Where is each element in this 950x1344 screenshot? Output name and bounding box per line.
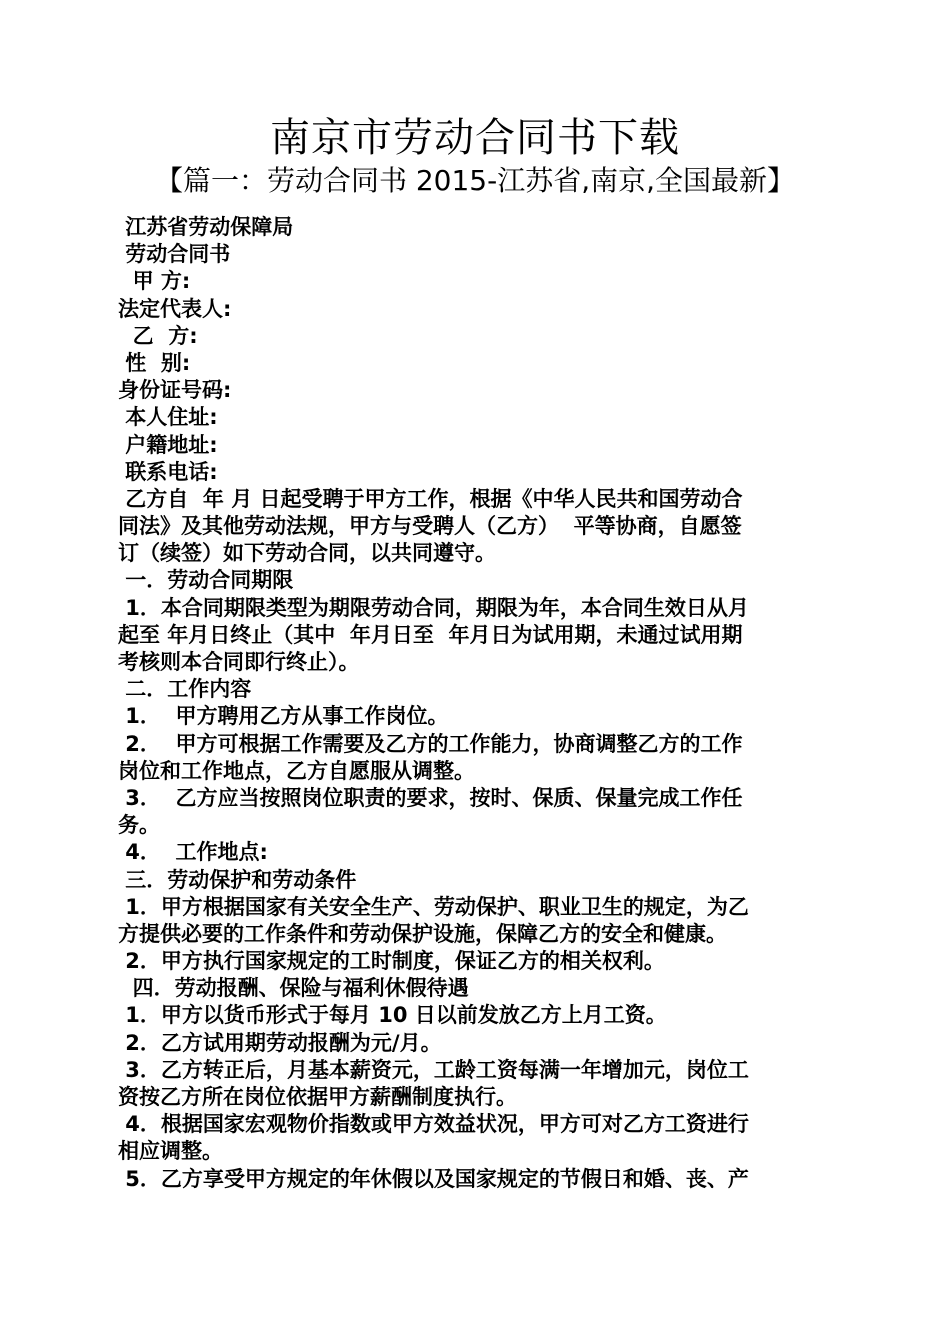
document-line: 务。	[118, 813, 160, 838]
document-line: 2．甲方执行国家规定的工时制度，保证乙方的相关权利。	[118, 949, 665, 974]
document-line: 4．根据国家宏观物价指数或甲方效益状况，甲方可对乙方工资进行	[118, 1112, 749, 1137]
document-line: 4． 工作地点:	[118, 840, 268, 865]
document-line: 岗位和工作地点，乙方自愿服从调整。	[118, 758, 475, 783]
document-line: 性 别:	[118, 350, 191, 375]
document-line: 方提供必要的工作条件和劳动保护设施，保障乙方的安全和健康。	[118, 921, 727, 946]
document-line: 2． 甲方可根据工作需要及乙方的工作能力，协商调整乙方的工作	[118, 731, 743, 756]
document-line: 本人住址:	[118, 405, 218, 430]
document-line: 联系电话:	[118, 459, 218, 484]
document-line: 法定代表人:	[118, 296, 232, 321]
document-line: 江苏省劳动保障局	[118, 215, 294, 239]
document-line: 劳动合同书	[118, 242, 231, 267]
document-line: 3． 乙方应当按照岗位职责的要求，按时、保质、保量完成工作任	[118, 785, 743, 810]
document-line: 2．乙方试用期劳动报酬为元/月。	[118, 1030, 442, 1055]
document-line: 1．本合同期限类型为期限劳动合同，期限为年，本合同生效日从月	[118, 595, 749, 620]
document-line: 起至 年月日终止（其中 年月日至 年月日为试用期，未通过试用期	[118, 622, 743, 647]
document-line: 同法》及其他劳动法规，甲方与受聘人（乙方） 平等协商，自愿签	[118, 514, 742, 539]
document-line: 二．工作内容	[118, 677, 252, 702]
document-line: 乙 方:	[118, 323, 198, 348]
document-line: 户籍地址:	[118, 432, 218, 457]
document-line: 身份证号码:	[118, 378, 232, 403]
document-line: 考核则本合同即行终止）。	[118, 650, 360, 674]
document-line: 甲 方:	[118, 269, 191, 294]
document-line: 乙方自 年 月 日起受聘于甲方工作，根据《中华人民共和国劳动合	[118, 486, 743, 511]
document-line: 1．甲方以货币形式于每月 10 日以前发放乙方上月工资。	[118, 1003, 667, 1028]
document-subtitle: 【篇一：劳动合同书 2015-江苏省,南京,全国最新】	[154, 164, 796, 197]
document-line: 一．劳动合同期限	[118, 568, 294, 593]
document-line: 1． 甲方聘用乙方从事工作岗位。	[118, 704, 449, 729]
document-line: 5．乙方享受甲方规定的年休假以及国家规定的节假日和婚、丧、产	[118, 1166, 749, 1191]
document-line: 资按乙方所在岗位依据甲方薪酬制度执行。	[118, 1085, 517, 1109]
document-line: 三．劳动保护和劳动条件	[118, 867, 357, 892]
document-line: 订（续签）如下劳动合同，以共同遵守。	[118, 541, 496, 566]
document-title: 南京市劳动合同书下载	[270, 115, 680, 161]
document-line: 四．劳动报酬、保险与福利休假待遇	[118, 976, 469, 1001]
document-line: 相应调整。	[118, 1139, 223, 1164]
document-line: 1．甲方根据国家有关安全生产、劳动保护、职业卫生的规定，为乙	[118, 894, 749, 919]
document-body	[118, 214, 833, 1193]
document-line: 3．乙方转正后，月基本薪资元，工龄工资每满一年增加元，岗位工	[118, 1057, 749, 1082]
